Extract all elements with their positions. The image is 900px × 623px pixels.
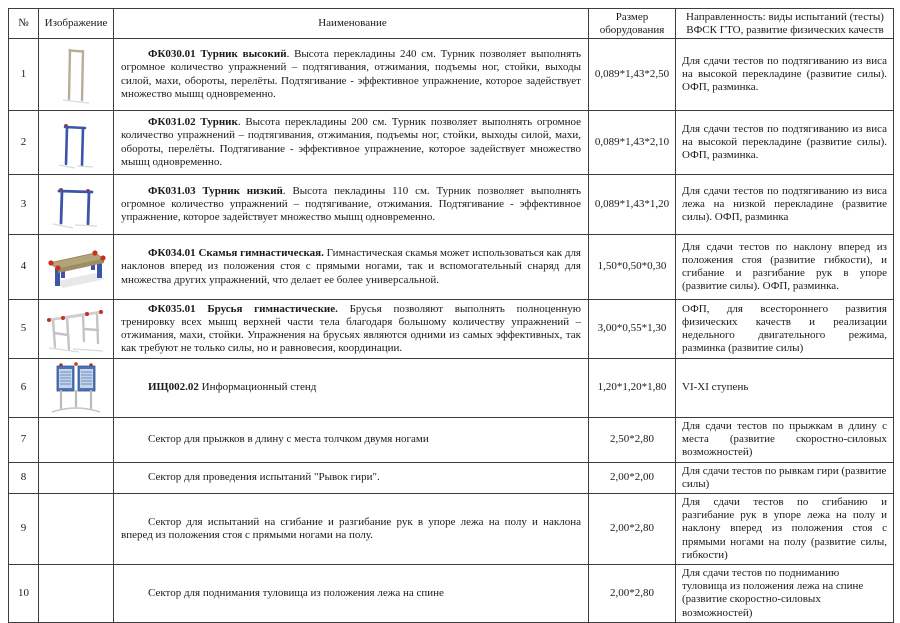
equipment-code: ИЩ002.02	[148, 381, 199, 394]
direction-cell: Для сдачи тестов по сгибанию и разгибание рук в упоре лежа на полу и наклону вперед из положения стоя с прямыми ногами на полу (развитие силы, гибкости)	[676, 494, 894, 565]
size-cell: 0,089*1,43*1,20	[589, 175, 676, 235]
row-number-cell: 1	[9, 39, 39, 111]
name-paragraph	[121, 516, 581, 542]
size-cell: 1,50*0,50*0,30	[589, 235, 676, 300]
name-cell	[114, 418, 589, 463]
direction-cell: VI-XI ступень	[676, 359, 894, 418]
size-cell: 2,00*2,80	[589, 565, 676, 623]
name-paragraph	[121, 116, 581, 169]
equipment-description: . Высота перекладины 240 см. Турник позволяет выполнять огромное количество упражнений – подтягивания, отжимания, подъемы ног, стойки, выходы силой, махи, обороты, перелёты. Подтягивание - эффективное упражнение, которое задействует множество мышц одновременно.	[121, 48, 581, 100]
equipment-description: Сектор для проведения испытаний "Рывок гири".	[148, 471, 380, 484]
size-cell: 1,20*1,20*1,80	[589, 359, 676, 418]
header-direction: Направленность: виды испытаний (тесты) ВФСК ГТО, развитие физических качеств	[676, 9, 894, 39]
header-name: Наименование	[114, 9, 589, 39]
name-paragraph	[121, 471, 581, 484]
gym-bench-image	[43, 261, 109, 273]
table-header-row	[9, 9, 894, 39]
name-paragraph	[121, 48, 581, 101]
equipment-description: Сектор для поднимания туловища из положения лежа на спине	[148, 586, 444, 599]
equipment-image-cell	[39, 175, 114, 235]
equipment-image-cell	[39, 359, 114, 418]
row-number-cell: 10	[9, 565, 39, 623]
header-number: №	[9, 9, 39, 39]
name-cell	[114, 39, 589, 111]
row-number-cell: 8	[9, 462, 39, 493]
table-row	[9, 462, 894, 493]
direction-cell: Для сдачи тестов по подтягиванию из виса лежа на низкой перекладине (развитие силы). ОФП, разминка	[676, 175, 894, 235]
equipment-table	[8, 8, 893, 623]
name-paragraph	[121, 303, 581, 356]
direction-cell: Для сдачи тестов по подниманию туловища из положения лежа на спине (развитие скоростно-силовых возможностей)	[676, 565, 894, 623]
row-number-cell: 5	[9, 300, 39, 359]
size-cell: 2,00*2,00	[589, 462, 676, 493]
low-bar-image	[49, 198, 103, 210]
equipment-image-cell	[39, 111, 114, 175]
direction-cell: Для сдачи тестов по подтягиванию из виса на высокой перекладине (развитие силы). ОФП, разминка.	[676, 39, 894, 111]
equipment-description: Гимнастическая скамья может использоваться как для наклонов вперед из положения стоя с прямыми ногами, так и вспомогательный снаряд для множества других упражнений, что делает ее более универсальной.	[121, 247, 581, 286]
size-cell: 0,089*1,43*2,10	[589, 111, 676, 175]
direction-cell: Для сдачи тестов по наклону вперед из положения стоя (развитие гибкости), и сгибание и разгибание рук в упоре (развитие силы). ОФП, разминка.	[676, 235, 894, 300]
name-cell	[114, 359, 589, 418]
table-row	[9, 39, 894, 111]
name-paragraph	[121, 185, 581, 225]
name-paragraph	[121, 381, 581, 394]
name-cell	[114, 175, 589, 235]
equipment-description: Брусья позволяют выполнять полноценную тренировку всех мышц верхней части тела благодаря большому количеству упражнений – отжимания, махи, стойки. Упражнения на брусьях являются одними из самых эффективных, так как требуют не только силы, но и равновесия, координации.	[121, 302, 581, 355]
table-row	[9, 300, 894, 359]
row-number-cell: 2	[9, 111, 39, 175]
table-row	[9, 175, 894, 235]
direction-cell: ОФП, для всестороннего развития физических качеств и реализации недельного двигательного режима, разминка (развитие силы)	[676, 300, 894, 359]
name-paragraph	[121, 247, 581, 287]
name-cell	[114, 462, 589, 493]
row-number-cell: 3	[9, 175, 39, 235]
table-row	[9, 235, 894, 300]
size-cell: 3,00*0,55*1,30	[589, 300, 676, 359]
equipment-description: . Высота перекладины 200 см. Турник позволяет выполнять огромное количество упражнений – подтягивания, отжимания, подъемы ног, стойки, выходы силой, махи, обороты, перелёты. Подтягивание - эффективное упражнение, которое задействует множество мышц одновременно.	[121, 116, 581, 168]
size-cell: 2,00*2,80	[589, 494, 676, 565]
table-row	[9, 565, 894, 623]
bar-image	[53, 136, 99, 148]
name-cell	[114, 494, 589, 565]
header-image: Изображение	[39, 9, 114, 39]
name-paragraph	[121, 433, 581, 446]
row-number-cell: 7	[9, 418, 39, 463]
name-cell	[114, 565, 589, 623]
equipment-description: Сектор для испытаний на сгибание и разгибание рук в упоре лежа на полу и наклона вперед из положения стоя с прямыми ногами на полу.	[121, 515, 581, 542]
size-cell: 0,089*1,43*2,50	[589, 39, 676, 111]
row-number-cell: 6	[9, 359, 39, 418]
equipment-description: . Высота пекладины 110 см. Турник позволяет выполнять огромное количество упражнений – подтягивание, отжимания. Подтягивание - эффективное упражнение, которое задействует множество мышц одновременно.	[121, 184, 581, 224]
table-row	[9, 418, 894, 463]
equipment-code: ФК031.03 Турник низкий	[148, 184, 283, 197]
gto-equipment-table	[8, 8, 894, 623]
equipment-code: ФК034.01 Скамья гимнастическая.	[148, 247, 324, 260]
direction-cell: Для сдачи тестов по рывкам гири (развитие силы)	[676, 462, 894, 493]
row-number-cell: 4	[9, 235, 39, 300]
table-row	[9, 111, 894, 175]
size-cell: 2,50*2,80	[589, 418, 676, 463]
equipment-code: ФК031.02 Турник	[148, 116, 238, 129]
equipment-code: ФК030.01 Турник высокий	[148, 48, 287, 61]
row-number-cell: 9	[9, 494, 39, 565]
name-cell	[114, 235, 589, 300]
info-stand-image	[48, 382, 104, 394]
direction-cell: Для сдачи тестов по прыжкам в длину с места (развитие скоростно-силовых возможностей)	[676, 418, 894, 463]
name-cell	[114, 111, 589, 175]
equipment-description: Сектор для прыжков в длину с места толчком двумя ногами	[148, 433, 429, 446]
equipment-image-cell	[39, 565, 114, 623]
equipment-image-cell	[39, 235, 114, 300]
equipment-image-cell	[39, 300, 114, 359]
equipment-description: Информационный стенд	[198, 381, 317, 394]
equipment-image-cell	[39, 418, 114, 463]
equipment-image-cell	[39, 39, 114, 111]
name-paragraph	[121, 587, 581, 600]
high-bar-image	[58, 68, 94, 80]
table-row	[9, 494, 894, 565]
parallel-bars-image	[43, 323, 109, 335]
table-row	[9, 359, 894, 418]
equipment-image-cell	[39, 462, 114, 493]
table-body	[9, 39, 894, 623]
equipment-code: ФК035.01 Брусья гимнастические.	[148, 302, 338, 315]
name-cell	[114, 300, 589, 359]
equipment-image-cell	[39, 494, 114, 565]
direction-cell: Для сдачи тестов по подтягиванию из виса на высокой перекладине (развитие силы). ОФП, разминка.	[676, 111, 894, 175]
header-size: Размер оборудования	[589, 9, 676, 39]
